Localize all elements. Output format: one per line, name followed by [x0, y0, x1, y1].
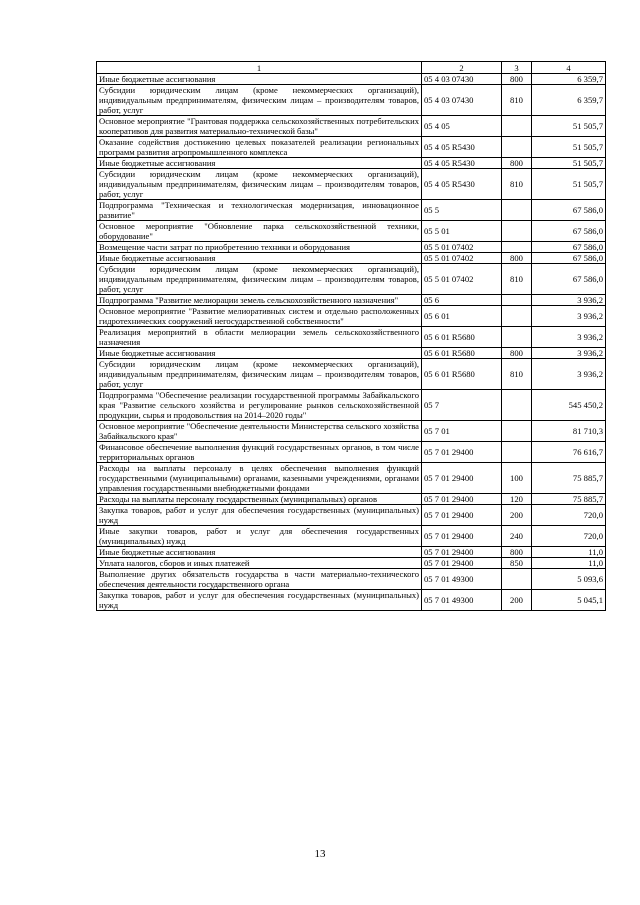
table-row — [97, 348, 606, 359]
row-name-cell: Реализация мероприятий в области мелиорации земель сельскохозяйственного назначения — [97, 327, 422, 348]
row-amount-cell: 720,0 — [532, 505, 606, 526]
row-expense-type-cell: 200 — [502, 505, 532, 526]
table-row — [97, 505, 606, 526]
column-header-3: 3 — [502, 62, 532, 74]
row-code-cell: 05 7 01 29400 — [422, 505, 502, 526]
table-row — [97, 169, 606, 200]
table-row — [97, 295, 606, 306]
row-expense-type-cell — [502, 421, 532, 442]
row-code-cell: 05 6 01 — [422, 306, 502, 327]
row-name-cell: Иные закупки товаров, работ и услуг для обеспечения государственных (муниципальных) нужд — [97, 526, 422, 547]
table-row — [97, 359, 606, 390]
table-row — [97, 306, 606, 327]
row-expense-type-cell: 100 — [502, 463, 532, 494]
row-amount-cell: 67 586,0 — [532, 253, 606, 264]
row-name-cell: Расходы на выплаты персоналу в целях обеспечения выполнения функций государственными (муниципальными) органами, казенными учреждениями, органами управления государственными внебюджетными фондами — [97, 463, 422, 494]
row-amount-cell: 3 936,2 — [532, 359, 606, 390]
row-code-cell: 05 4 03 07430 — [422, 74, 502, 85]
row-amount-cell: 6 359,7 — [532, 74, 606, 85]
row-amount-cell: 6 359,7 — [532, 85, 606, 116]
row-amount-cell: 67 586,0 — [532, 221, 606, 242]
row-expense-type-cell — [502, 295, 532, 306]
table-row — [97, 158, 606, 169]
page-number: 13 — [314, 848, 326, 860]
row-amount-cell: 51 505,7 — [532, 116, 606, 137]
table-row — [97, 569, 606, 590]
row-amount-cell: 5 045,1 — [532, 590, 606, 611]
row-amount-cell: 11,0 — [532, 558, 606, 569]
row-name-cell: Выполнение других обязательств государства в части материально-технического обеспечения деятельности государственного органа — [97, 569, 422, 590]
row-expense-type-cell: 120 — [502, 494, 532, 505]
row-expense-type-cell: 800 — [502, 547, 532, 558]
table-row — [97, 463, 606, 494]
table-row — [97, 242, 606, 253]
column-header-2: 2 — [422, 62, 502, 74]
table-row — [97, 137, 606, 158]
row-name-cell: Иные бюджетные ассигнования — [97, 158, 422, 169]
row-name-cell: Подпрограмма "Развитие мелиорации земель сельскохозяйственного назначения" — [97, 295, 422, 306]
row-amount-cell: 3 936,2 — [532, 348, 606, 359]
row-expense-type-cell — [502, 242, 532, 253]
row-amount-cell: 75 885,7 — [532, 494, 606, 505]
row-name-cell: Финансовое обеспечение выполнения функций государственных органов, в том числе территориальных органов — [97, 442, 422, 463]
row-code-cell: 05 6 01 R5680 — [422, 359, 502, 390]
row-expense-type-cell: 850 — [502, 558, 532, 569]
row-code-cell: 05 4 05 R5430 — [422, 137, 502, 158]
row-name-cell: Основное мероприятие "Развитие мелиоративных систем и отдельно расположенных гидротехнических сооружений негосударственной собственности" — [97, 306, 422, 327]
row-amount-cell: 5 093,6 — [532, 569, 606, 590]
row-name-cell: Иные бюджетные ассигнования — [97, 348, 422, 359]
row-name-cell: Субсидии юридическим лицам (кроме некоммерческих организаций), индивидуальным предпринимателям, физическим лицам – производителям товаров, работ, услуг — [97, 85, 422, 116]
row-code-cell: 05 5 01 07402 — [422, 253, 502, 264]
row-name-cell: Иные бюджетные ассигнования — [97, 547, 422, 558]
row-name-cell: Субсидии юридическим лицам (кроме некоммерческих организаций), индивидуальным предпринимателям, физическим лицам – производителям товаров, работ, услуг — [97, 169, 422, 200]
row-code-cell: 05 4 03 07430 — [422, 85, 502, 116]
row-expense-type-cell: 810 — [502, 359, 532, 390]
row-expense-type-cell: 810 — [502, 85, 532, 116]
column-header-4: 4 — [532, 62, 606, 74]
row-name-cell: Иные бюджетные ассигнования — [97, 253, 422, 264]
row-code-cell: 05 4 05 R5430 — [422, 158, 502, 169]
row-expense-type-cell: 200 — [502, 590, 532, 611]
table-row — [97, 547, 606, 558]
row-expense-type-cell — [502, 327, 532, 348]
row-code-cell: 05 7 01 49300 — [422, 590, 502, 611]
table-row — [97, 264, 606, 295]
row-name-cell: Основное мероприятие "Обеспечение деятельности Министерства сельского хозяйства Забайкальского края" — [97, 421, 422, 442]
row-code-cell: 05 6 01 R5680 — [422, 327, 502, 348]
row-name-cell: Закупка товаров, работ и услуг для обеспечения государственных (муниципальных) нужд — [97, 590, 422, 611]
table-row — [97, 390, 606, 421]
table-row — [97, 253, 606, 264]
row-amount-cell: 545 450,2 — [532, 390, 606, 421]
row-name-cell: Иные бюджетные ассигнования — [97, 74, 422, 85]
row-code-cell: 05 6 01 R5680 — [422, 348, 502, 359]
row-amount-cell: 76 616,7 — [532, 442, 606, 463]
row-expense-type-cell: 810 — [502, 264, 532, 295]
row-code-cell: 05 7 01 29400 — [422, 547, 502, 558]
row-code-cell: 05 7 01 29400 — [422, 558, 502, 569]
row-name-cell: Оказание содействия достижению целевых показателей реализации региональных программ развития агропромышленного комплекса — [97, 137, 422, 158]
row-amount-cell: 3 936,2 — [532, 306, 606, 327]
table-row — [97, 85, 606, 116]
row-expense-type-cell — [502, 200, 532, 221]
table-row — [97, 526, 606, 547]
table-row — [97, 327, 606, 348]
row-amount-cell: 67 586,0 — [532, 200, 606, 221]
row-expense-type-cell: 800 — [502, 74, 532, 85]
table-row — [97, 116, 606, 137]
row-code-cell: 05 7 01 49300 — [422, 569, 502, 590]
row-code-cell: 05 7 01 29400 — [422, 442, 502, 463]
row-amount-cell: 51 505,7 — [532, 137, 606, 158]
row-code-cell: 05 7 01 — [422, 421, 502, 442]
table-row — [97, 200, 606, 221]
row-expense-type-cell — [502, 442, 532, 463]
table-row — [97, 442, 606, 463]
table-row — [97, 494, 606, 505]
row-code-cell: 05 4 05 R5430 — [422, 169, 502, 200]
row-amount-cell: 51 505,7 — [532, 158, 606, 169]
row-expense-type-cell — [502, 221, 532, 242]
row-name-cell: Основное мероприятие "Грантовая поддержка сельскохозяйственных потребительских кооперативов для развития материально-технической базы" — [97, 116, 422, 137]
row-code-cell: 05 5 — [422, 200, 502, 221]
row-expense-type-cell — [502, 137, 532, 158]
row-expense-type-cell — [502, 116, 532, 137]
row-amount-cell: 11,0 — [532, 547, 606, 558]
row-name-cell: Возмещение части затрат по приобретению техники и оборудования — [97, 242, 422, 253]
row-code-cell: 05 5 01 07402 — [422, 242, 502, 253]
row-expense-type-cell: 810 — [502, 169, 532, 200]
row-amount-cell: 3 936,2 — [532, 295, 606, 306]
row-amount-cell: 67 586,0 — [532, 264, 606, 295]
row-code-cell: 05 7 — [422, 390, 502, 421]
row-name-cell: Закупка товаров, работ и услуг для обеспечения государственных (муниципальных) нужд — [97, 505, 422, 526]
row-code-cell: 05 4 05 — [422, 116, 502, 137]
row-code-cell: 05 7 01 29400 — [422, 463, 502, 494]
row-expense-type-cell — [502, 390, 532, 421]
row-code-cell: 05 5 01 — [422, 221, 502, 242]
row-amount-cell: 75 885,7 — [532, 463, 606, 494]
row-code-cell: 05 5 01 07402 — [422, 264, 502, 295]
row-name-cell: Уплата налогов, сборов и иных платежей — [97, 558, 422, 569]
row-expense-type-cell — [502, 306, 532, 327]
row-name-cell: Субсидии юридическим лицам (кроме некоммерческих организаций), индивидуальным предпринимателям, физическим лицам – производителям товаров, работ, услуг — [97, 264, 422, 295]
table-row — [97, 558, 606, 569]
table-header-row — [97, 62, 606, 74]
table-body — [97, 74, 606, 611]
row-amount-cell: 67 586,0 — [532, 242, 606, 253]
row-amount-cell: 81 710,3 — [532, 421, 606, 442]
row-expense-type-cell: 800 — [502, 253, 532, 264]
row-code-cell: 05 6 — [422, 295, 502, 306]
table-row — [97, 421, 606, 442]
row-name-cell: Подпрограмма "Обеспечение реализации государственной программы Забайкальского края "Развитие сельского хозяйства и регулирование рынков сельскохозяйственной продукции, сырья и продовольствия на 2014–2020 годы" — [97, 390, 422, 421]
row-code-cell: 05 7 01 29400 — [422, 526, 502, 547]
row-amount-cell: 720,0 — [532, 526, 606, 547]
row-code-cell: 05 7 01 29400 — [422, 494, 502, 505]
table-row — [97, 221, 606, 242]
row-amount-cell: 51 505,7 — [532, 169, 606, 200]
row-name-cell: Расходы на выплаты персоналу государственных (муниципальных) органов — [97, 494, 422, 505]
row-name-cell: Подпрограмма "Техническая и технологическая модернизация, инновационное развитие" — [97, 200, 422, 221]
column-header-1: 1 — [97, 62, 422, 74]
row-name-cell: Субсидии юридическим лицам (кроме некоммерческих организаций), индивидуальным предпринимателям, физическим лицам – производителям товаров, работ, услуг — [97, 359, 422, 390]
row-name-cell: Основное мероприятие "Обновление парка сельскохозяйственной техники, оборудование" — [97, 221, 422, 242]
row-expense-type-cell: 800 — [502, 158, 532, 169]
row-expense-type-cell: 800 — [502, 348, 532, 359]
budget-table — [96, 61, 606, 611]
table-row — [97, 74, 606, 85]
row-expense-type-cell: 240 — [502, 526, 532, 547]
table-row — [97, 590, 606, 611]
row-amount-cell: 3 936,2 — [532, 327, 606, 348]
row-expense-type-cell — [502, 569, 532, 590]
